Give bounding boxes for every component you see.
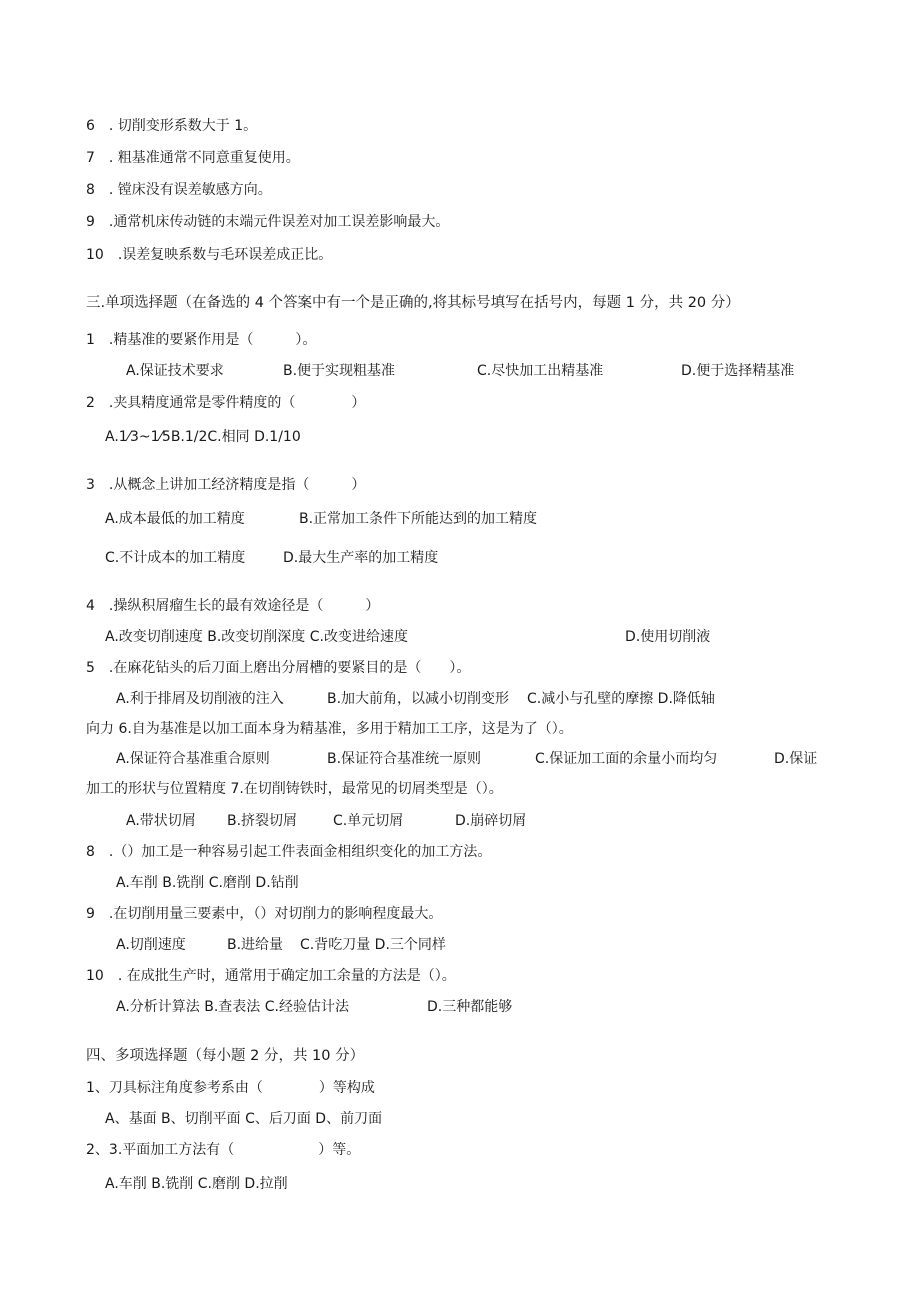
q1-option-d: D.便于选择精基准: [681, 363, 795, 379]
q2-stem: 2 .夹具精度通常是零件精度的（ ）: [86, 395, 366, 411]
mq2-stem: 2、3.平面加工方法有（ ）等。: [86, 1142, 361, 1158]
q5-option-b: B.加大前角，以减小切削变形: [327, 691, 510, 707]
q8-stem: 8 .（）加工是一种容易引起工件表面金相组织变化的加工方法。: [86, 844, 492, 860]
q5-stem: 5 .在麻花钻头的后刀面上磨出分屑槽的要紧目的是（ ）。: [86, 660, 471, 676]
tf-item-10: 10 .误差复映系数与毛环误差成正比。: [86, 247, 333, 263]
q3-option-a: A.成本最低的加工精度: [105, 511, 245, 527]
q6-option-b: B.保证符合基准统一原则: [327, 751, 482, 767]
q9-stem: 9 .在切削用量三要素中，（）对切削力的影响程度最大。: [86, 906, 443, 922]
q9-option-b: B.进给量: [227, 937, 284, 953]
q6-option-c: C.保证加工面的余量小而均匀: [535, 751, 718, 767]
q10-stem: 10 . 在成批生产时，通常用于确定加工余量的方法是（）。: [86, 968, 456, 984]
q1-option-a: A.保证技术要求: [126, 363, 224, 379]
q10-options-abc: A.分析计算法 B.查表法 C.经验估计法: [116, 999, 349, 1015]
mq1-stem: 1、刀具标注角度参考系由（ ）等构成: [86, 1080, 375, 1096]
q5-option-a: A.利于排屑及切削液的注入: [116, 691, 284, 707]
q6-option-d: D.保证: [774, 751, 818, 767]
q5-options-cd: C.减小与孔壁的摩擦 D.降低轴: [527, 691, 715, 707]
mq2-options: A.车削 B.铣削 C.磨削 D.拉削: [105, 1176, 288, 1192]
q3-stem: 3 .从概念上讲加工经济精度是指（ ）: [86, 477, 366, 493]
q3-option-b: B.正常加工条件下所能达到的加工精度: [299, 511, 538, 527]
q3-option-c: C.不计成本的加工精度: [105, 550, 246, 566]
q1-option-b: B.便于实现粗基准: [283, 363, 396, 379]
q4-stem: 4 .操纵积屑瘤生长的最有效途径是（ ）: [86, 598, 380, 614]
q4-options-abc: A.改变切削速度 B.改变切削深度 C.改变进给速度: [105, 629, 408, 645]
tf-item-7: 7 . 粗基准通常不同意重复使用。: [86, 150, 300, 166]
q7-option-d: D.崩碎切屑: [455, 813, 527, 829]
q6-stem: 向力 6.自为基准是以加工面本身为精基准，多用于精加工工序，这是为了（）。: [86, 721, 573, 737]
section3-heading: 三.单项选择题（在备选的 4 个答案中有一个是正确的,将其标号填写在括号内，每题 1 分，共 20 分）: [86, 295, 740, 311]
q7-stem: 加工的形状与位置精度 7.在切削铸铁时，最常见的切屑类型是（）。: [86, 781, 503, 797]
q7-option-c: C.单元切屑: [333, 813, 404, 829]
tf-item-6: 6 . 切削变形系数大于 1。: [86, 118, 258, 134]
q6-option-a: A.保证符合基准重合原则: [116, 751, 270, 767]
q7-option-a: A.带状切屑: [126, 813, 196, 829]
tf-item-9: 9 .通常机床传动链的末端元件误差对加工误差影响最大。: [86, 214, 450, 230]
q9-options-cd: C.背吃刀量 D.三个同样: [300, 937, 446, 953]
section4-heading: 四、多项选择题（每小题 2 分，共 10 分）: [86, 1048, 365, 1064]
q7-option-b: B.挤裂切屑: [227, 813, 298, 829]
q2-options: A.1⁄3~1⁄5B.1/2C.相同 D.1/10: [105, 429, 301, 445]
mq1-options: A、基面 B、切削平面 C、后刀面 D、前刀面: [105, 1111, 383, 1127]
q1-option-c: C.尽快加工出精基准: [477, 363, 604, 379]
q4-option-d: D.使用切削液: [625, 629, 711, 645]
q1-stem: 1 .精基准的要紧作用是（ ）。: [86, 332, 317, 348]
tf-item-8: 8 . 镗床没有误差敏感方向。: [86, 182, 272, 198]
q10-option-d: D.三种都能够: [427, 999, 513, 1015]
q9-option-a: A.切削速度: [116, 937, 186, 953]
q3-option-d: D.最大生产率的加工精度: [283, 550, 439, 566]
q8-options: A.车削 B.铣削 C.磨削 D.钻削: [116, 875, 299, 891]
